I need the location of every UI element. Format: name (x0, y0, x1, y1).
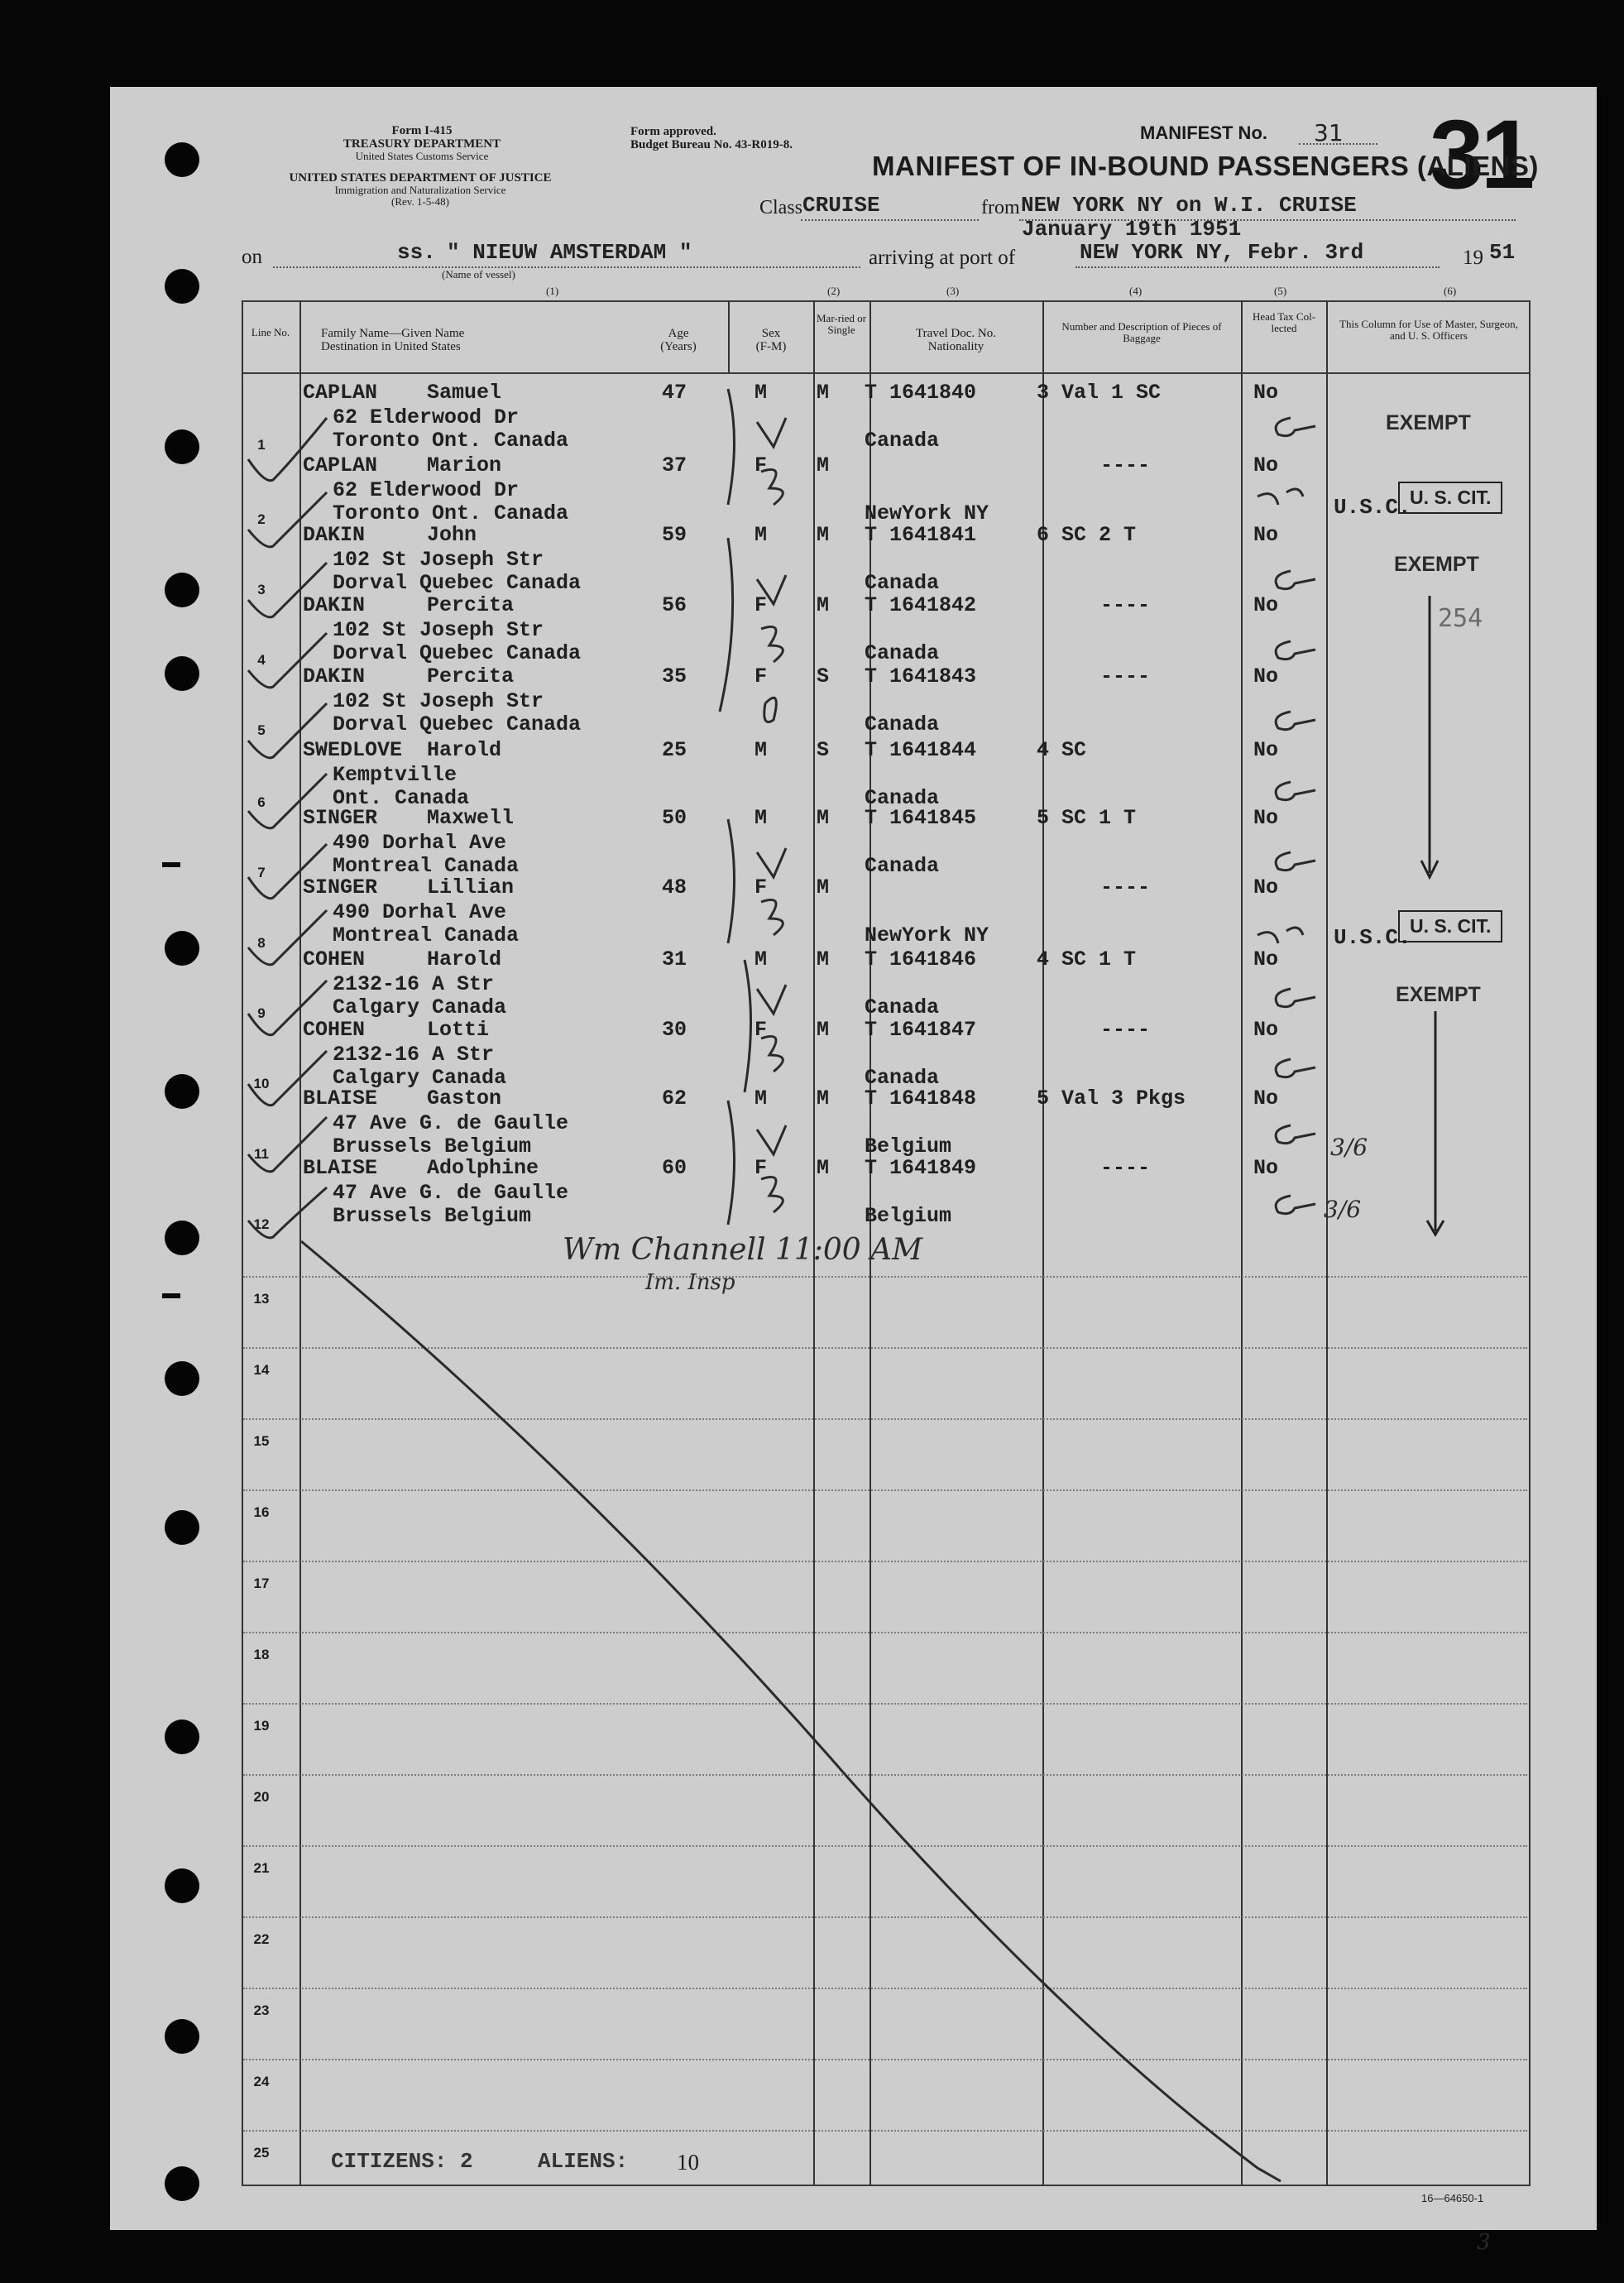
col-header-line: Line No. (251, 326, 290, 338)
passenger-addr2: Toronto Ont. Canada (333, 429, 569, 453)
passenger-nat: NewYork NY (865, 923, 989, 947)
passenger-age: 30 (662, 1018, 687, 1042)
exempt-stamp: EXEMPT (1396, 983, 1481, 1006)
passenger-tax: No (1253, 806, 1279, 830)
passenger-age: 37 (662, 453, 687, 477)
on-label: on (242, 246, 262, 268)
passenger-tax: No (1253, 947, 1279, 971)
passenger-age: 59 (662, 523, 687, 547)
passenger-age: 56 (662, 593, 687, 617)
ins-service: Immigration and Naturalization Service (334, 184, 506, 196)
passenger-ms: M (817, 381, 830, 405)
col-header-baggage: Number and Description of Pieces of Baggage (1061, 320, 1222, 344)
from-date: January 19th 1951 (1022, 217, 1242, 242)
passenger-bag: 4 SC (1037, 738, 1087, 762)
passenger-age: 50 (662, 806, 687, 830)
passenger-sex: M (755, 381, 768, 405)
passenger-addr1: 490 Dorhal Ave (333, 831, 507, 855)
passenger-tax: No (1253, 453, 1279, 477)
manifest-no-label: MANIFEST No. (1140, 122, 1267, 143)
exempt-stamp: EXEMPT (1394, 553, 1479, 576)
col-num-1: (1) (546, 285, 559, 297)
line-number: 3 (257, 582, 266, 597)
passenger-addr1: 102 St Joseph Str (333, 618, 544, 642)
passenger-addr1: 102 St Joseph Str (333, 548, 544, 572)
passenger-age: 48 (662, 875, 687, 899)
form-approved: Form approved. (630, 125, 716, 138)
passenger-addr2: Dorval Quebec Canada (333, 712, 582, 736)
passenger-bag: 6 SC 2 T (1037, 523, 1137, 547)
passenger-age: 35 (662, 664, 687, 688)
customs-service: United States Customs Service (355, 150, 489, 162)
year-suffix: 51 (1489, 240, 1516, 265)
passenger-addr2: Calgary Canada (333, 995, 507, 1019)
passenger-age: 31 (662, 947, 687, 971)
passenger-sex: F (755, 664, 768, 688)
passenger-ms: M (817, 593, 830, 617)
line-number: 11 (254, 1146, 269, 1162)
passenger-bag: 4 SC 1 T (1037, 947, 1137, 971)
manifest-title: MANIFEST OF IN-BOUND PASSENGERS (ALIENS) (872, 151, 1539, 181)
fee-note: 3/6 (1324, 1196, 1362, 1223)
col-header-name-label: Family Name—Given Name (321, 327, 465, 340)
line-number: 24 (253, 2074, 270, 2089)
passenger-tax: No (1253, 523, 1279, 547)
passenger-nat: Canada (865, 429, 940, 453)
passenger-age: 62 (662, 1086, 687, 1110)
passenger-addr2: Toronto Ont. Canada (333, 501, 569, 525)
passenger-addr2: Brussels Belgium (333, 1204, 532, 1228)
passenger-age: 47 (662, 381, 687, 405)
passenger-sex: F (755, 453, 768, 477)
cancel-line (301, 1241, 1281, 2181)
check-marks (248, 418, 327, 1238)
col-header-travel-label: Travel Doc. No. (916, 327, 996, 340)
line-number: 8 (257, 935, 266, 951)
faded-number: 254 (1438, 604, 1483, 633)
corner-mark: 3 (1477, 2230, 1491, 2255)
passenger-addr2: Dorval Quebec Canada (333, 641, 582, 665)
passenger-ms: S (817, 738, 830, 762)
passenger-addr1: 62 Elderwood Dr (333, 405, 520, 429)
passenger-ms: M (817, 875, 830, 899)
line-number: 5 (257, 722, 266, 738)
passenger-name: CAPLAN Marion (303, 453, 502, 477)
class-label: Class (759, 197, 803, 218)
passenger-addr1: Kemptville (333, 763, 457, 787)
passenger-bag: ---- (1100, 1018, 1151, 1042)
passenger-tax: No (1253, 381, 1279, 405)
col-header-nationality: Nationality (927, 340, 984, 353)
line-number: 16 (253, 1504, 270, 1520)
line-number: 18 (253, 1647, 270, 1662)
passenger-name: BLAISE Adolphine (303, 1156, 539, 1180)
headtax-marks (1258, 418, 1315, 1214)
passenger-sex: F (755, 593, 768, 617)
us-cit-stamp: U. S. CIT. (1398, 482, 1502, 514)
passenger-addr1: 490 Dorhal Ave (333, 900, 507, 924)
passenger-sex: M (755, 1086, 768, 1110)
class-value: CRUISE (802, 193, 880, 218)
passenger-ms: M (817, 1018, 830, 1042)
passenger-ms: M (817, 947, 830, 971)
passenger-ms: M (817, 453, 830, 477)
passenger-tax: No (1253, 738, 1279, 762)
line-number: 17 (253, 1576, 270, 1591)
arrival-value: NEW YORK NY, Febr. 3rd (1080, 240, 1364, 265)
passenger-addr1: 47 Ave G. de Gaulle (333, 1181, 569, 1205)
passenger-ms: M (817, 1086, 830, 1110)
col-num-5: (5) (1274, 285, 1287, 297)
passenger-addr1: 62 Elderwood Dr (333, 478, 520, 502)
passenger-bag: ---- (1100, 875, 1151, 899)
vessel-prefix: ss. (397, 240, 436, 265)
col-num-4: (4) (1129, 285, 1143, 297)
passenger-nat: Canada (865, 712, 940, 736)
form-number: Form I-415 (391, 124, 453, 137)
line-number: 2 (257, 511, 266, 527)
passenger-nat: Canada (865, 1066, 940, 1090)
col-header-married: Mar-ried or Single (816, 312, 867, 336)
inspector-signature: Wm Channell 11:00 AM (563, 1233, 922, 1267)
line-number: 14 (253, 1362, 270, 1378)
passenger-age: 25 (662, 738, 687, 762)
passenger-name: DAKIN Percita (303, 593, 515, 617)
exempt-stamp: EXEMPT (1386, 411, 1471, 434)
line-number: 10 (253, 1076, 270, 1091)
passenger-name: COHEN Harold (303, 947, 502, 971)
passenger-addr2: Ont. Canada (333, 786, 470, 810)
line-number: 23 (253, 2002, 270, 2018)
passenger-bag: ---- (1100, 593, 1151, 617)
line-number: 12 (253, 1216, 270, 1232)
passenger-addr2: Brussels Belgium (333, 1134, 532, 1158)
budget-bureau: Budget Bureau No. 43-R019-8. (630, 138, 793, 151)
us-citizen-note: U.S.C. (1334, 495, 1411, 520)
passenger-bag: 5 Val 3 Pkgs (1037, 1086, 1186, 1110)
manifest-no-value: 31 (1314, 119, 1344, 146)
passenger-doc: T 1641847 (865, 1018, 977, 1042)
line-number: 4 (257, 652, 266, 668)
passenger-doc: T 1641844 (865, 738, 977, 762)
passenger-addr2: Calgary Canada (333, 1066, 507, 1090)
col-header-sex-label: Sex (761, 327, 781, 340)
col-header-sex-sub: (F-M) (755, 340, 787, 353)
col-header-headtax: Head Tax Col-lected (1252, 310, 1316, 334)
passenger-addr1: 102 St Joseph Str (333, 689, 544, 713)
passenger-ms: M (817, 806, 830, 830)
passenger-nat: Canada (865, 641, 940, 665)
passenger-doc: T 1641842 (865, 593, 977, 617)
passenger-addr1: 2132-16 A Str (333, 1043, 495, 1067)
vessel-caption: (Name of vessel) (442, 268, 515, 281)
line-number: 20 (253, 1789, 270, 1805)
vessel-name: " NIEUW AMSTERDAM " (447, 240, 692, 265)
passenger-sex: F (755, 1156, 768, 1180)
col-header-destination: Destination in United States (321, 340, 461, 353)
passenger-tax: No (1253, 664, 1279, 688)
line-number: 9 (257, 1005, 266, 1021)
passenger-sex: F (755, 1018, 768, 1042)
passenger-bag: ---- (1100, 453, 1151, 477)
from-label: from (981, 197, 1020, 218)
passenger-name: CAPLAN Samuel (303, 381, 502, 405)
treasury-dept: TREASURY DEPARTMENT (343, 137, 501, 151)
passenger-nat: Belgium (865, 1204, 952, 1228)
col-header-age-label: Age (668, 327, 689, 340)
passenger-tax: No (1253, 1018, 1279, 1042)
passenger-name: COHEN Lotti (303, 1018, 490, 1042)
passenger-bag: ---- (1100, 664, 1151, 688)
justice-dept: UNITED STATES DEPARTMENT OF JUSTICE (289, 171, 552, 185)
passenger-ms: M (817, 523, 830, 547)
col-header-age-sub: (Years) (660, 340, 697, 353)
us-citizen-note: U.S.C. (1334, 925, 1411, 950)
line-number: 1 (257, 437, 266, 453)
passenger-tax: No (1253, 593, 1279, 617)
passenger-sex: M (755, 523, 768, 547)
line-number: 13 (253, 1291, 270, 1307)
citizens-count: CITIZENS: 2 (331, 2149, 473, 2174)
passenger-doc: T 1641846 (865, 947, 977, 971)
passenger-nat: Canada (865, 995, 940, 1019)
col-num-3: (3) (946, 285, 960, 297)
passenger-nat: Canada (865, 786, 940, 810)
line-number: 21 (253, 1860, 270, 1876)
passenger-sex: F (755, 875, 768, 899)
passenger-ms: S (817, 664, 830, 688)
family-numbers (757, 418, 786, 1212)
passenger-nat: Belgium (865, 1134, 952, 1158)
passenger-addr2: Dorval Quebec Canada (333, 571, 582, 595)
passenger-tax: No (1253, 875, 1279, 899)
passenger-doc: T 1641841 (865, 523, 977, 547)
passenger-addr2: Montreal Canada (333, 923, 520, 947)
passenger-tax: No (1253, 1086, 1279, 1110)
us-cit-stamp: U. S. CIT. (1398, 910, 1502, 942)
passenger-nat: NewYork NY (865, 501, 989, 525)
passenger-nat: Canada (865, 571, 940, 595)
passenger-sex: M (755, 806, 768, 830)
passenger-name: BLAISE Gaston (303, 1086, 502, 1110)
passenger-bag: ---- (1100, 1156, 1151, 1180)
aliens-count: 10 (677, 2150, 699, 2175)
passenger-tax: No (1253, 1156, 1279, 1180)
fee-note: 3/6 (1330, 1134, 1368, 1161)
passenger-name: DAKIN Percita (303, 664, 515, 688)
passenger-doc: T 1641848 (865, 1086, 977, 1110)
passenger-doc: T 1641849 (865, 1156, 977, 1180)
aliens-label: ALIENS: (538, 2149, 629, 2174)
line-number: 19 (253, 1718, 270, 1734)
passenger-age: 60 (662, 1156, 687, 1180)
passenger-name: DAKIN John (303, 523, 477, 547)
year-prefix: 19 (1463, 247, 1483, 269)
passenger-name: SINGER Maxwell (303, 806, 515, 830)
passenger-addr1: 2132-16 A Str (333, 972, 495, 996)
passenger-name: SWEDLOVE Harold (303, 738, 502, 762)
col-num-2: (2) (827, 285, 841, 297)
line-number: 7 (257, 865, 266, 880)
footer-code: 16—64650-1 (1421, 2192, 1484, 2204)
passenger-nat: Canada (865, 854, 940, 878)
passenger-doc: T 1641843 (865, 664, 977, 688)
col-num-6: (6) (1444, 285, 1457, 297)
family-brackets (720, 389, 751, 1225)
passenger-doc: T 1641845 (865, 806, 977, 830)
manifest-number-stamp: 31 (1430, 100, 1532, 209)
passenger-sex: M (755, 738, 768, 762)
line-number: 6 (257, 794, 266, 810)
passenger-doc: T 1641840 (865, 381, 977, 405)
form-revision: (Rev. 1-5-48) (391, 195, 449, 208)
passenger-addr1: 47 Ave G. de Gaulle (333, 1111, 569, 1135)
passenger-bag: 5 SC 1 T (1037, 806, 1137, 830)
passenger-ms: M (817, 1156, 830, 1180)
passenger-bag: 3 Val 1 SC (1037, 381, 1162, 405)
col-header-officers: This Column for Use of Master, Surgeon, and U. S. Officers (1339, 318, 1518, 342)
passenger-sex: M (755, 947, 768, 971)
line-number: 22 (253, 1931, 270, 1947)
line-number: 25 (253, 2145, 270, 2161)
passenger-name: SINGER Lillian (303, 875, 515, 899)
arriving-label: arriving at port of (869, 247, 1016, 269)
inspector-title: Im. Insp (645, 1270, 735, 1295)
passenger-addr2: Montreal Canada (333, 854, 520, 878)
line-number: 15 (253, 1433, 270, 1449)
from-value: NEW YORK NY on W.I. CRUISE (1021, 193, 1357, 218)
